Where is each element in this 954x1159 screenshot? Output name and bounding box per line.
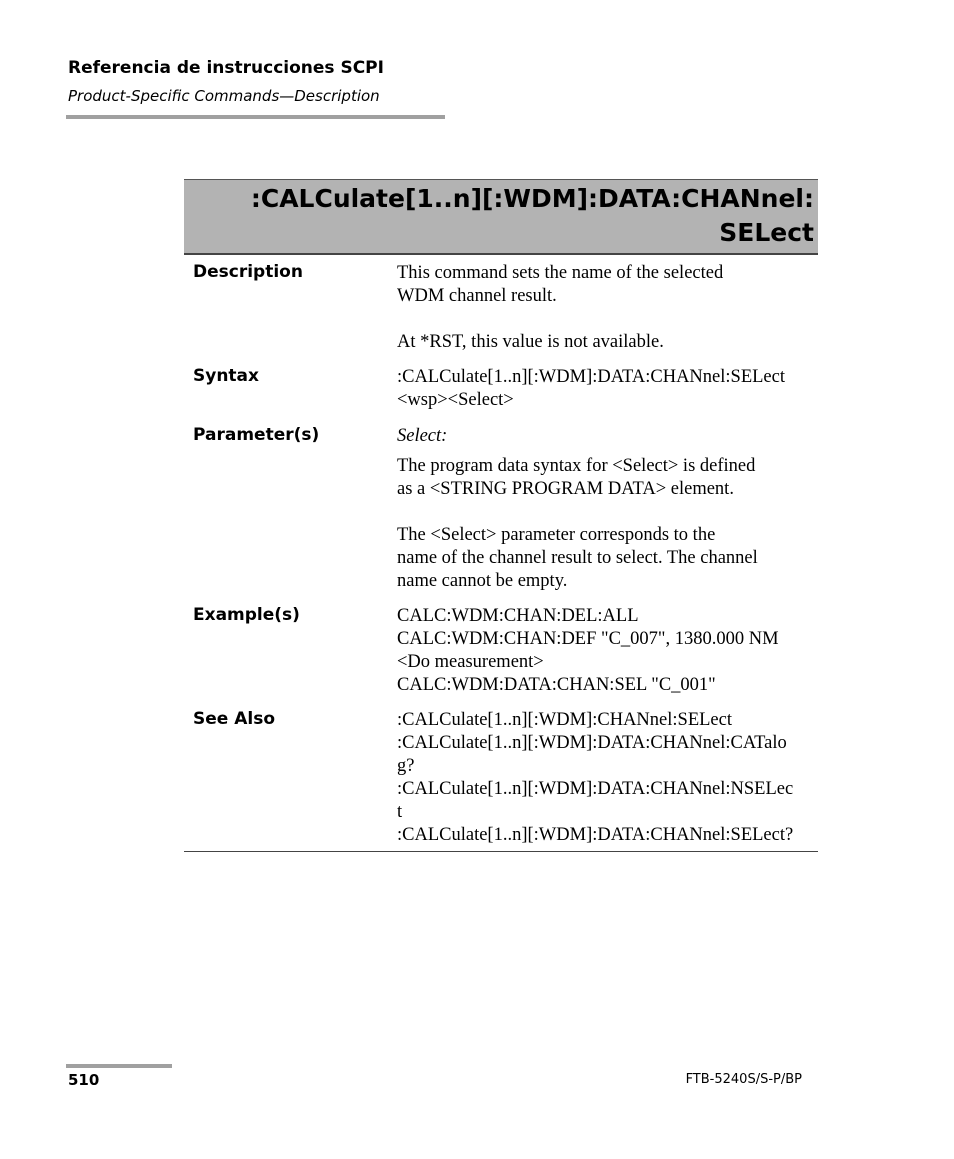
examples-text: CALC:WDM:CHAN:DEL:ALL CALC:WDM:CHAN:DEF "C_007", 1380.000 NM <Do measurement> CALC:WDM:DATA:CHAN:SEL "C_001" <box>397 606 779 695</box>
footer-rule <box>66 1064 172 1068</box>
parameters-label: Parameter(s) <box>193 425 320 445</box>
page-number: 510 <box>68 1071 100 1089</box>
table-end-rule <box>184 851 818 852</box>
description-label: Description <box>193 262 303 282</box>
syntax-label: Syntax <box>193 366 259 386</box>
header-rule <box>66 115 445 119</box>
command-title <box>251 182 814 250</box>
syntax-text: :CALCulate[1..n][:WDM]:DATA:CHANnel:SELect <wsp><Select> <box>397 367 785 410</box>
command-title-line-1: :CALCulate[1..n][:WDM]:DATA:CHANnel: <box>250 184 814 213</box>
see-also-text: :CALCulate[1..n][:WDM]:CHANnel:SELect :CALCulate[1..n][:WDM]:DATA:CHANnel:CATalo g? :CALCulate[1..n][:WDM]:DATA:CHANnel:NSELec t :CALCulate[1..n][:WDM]:DATA:CHANnel:SELect? <box>397 710 794 845</box>
running-header-subtitle: Product-Specific Commands—Description <box>68 87 380 105</box>
running-header-title: Referencia de instrucciones SCPI <box>68 58 384 78</box>
parameter-name: Select: <box>397 426 448 446</box>
product-name: FTB-5240S/S-P/BP <box>685 1072 802 1087</box>
command-heading-box <box>184 179 818 255</box>
examples-label: Example(s) <box>193 605 300 625</box>
command-title-line-2: SELect <box>719 218 814 247</box>
parameter-description: The program data syntax for <Select> is defined as a <STRING PROGRAM DATA> element. The <Select> parameter corresponds to the name of the channel result to select. The channel name cannot be empty. <box>397 456 758 591</box>
description-text: This command sets the name of the selected WDM channel result. At *RST, this value is not available. <box>397 263 724 352</box>
see-also-label: See Also <box>193 709 276 729</box>
